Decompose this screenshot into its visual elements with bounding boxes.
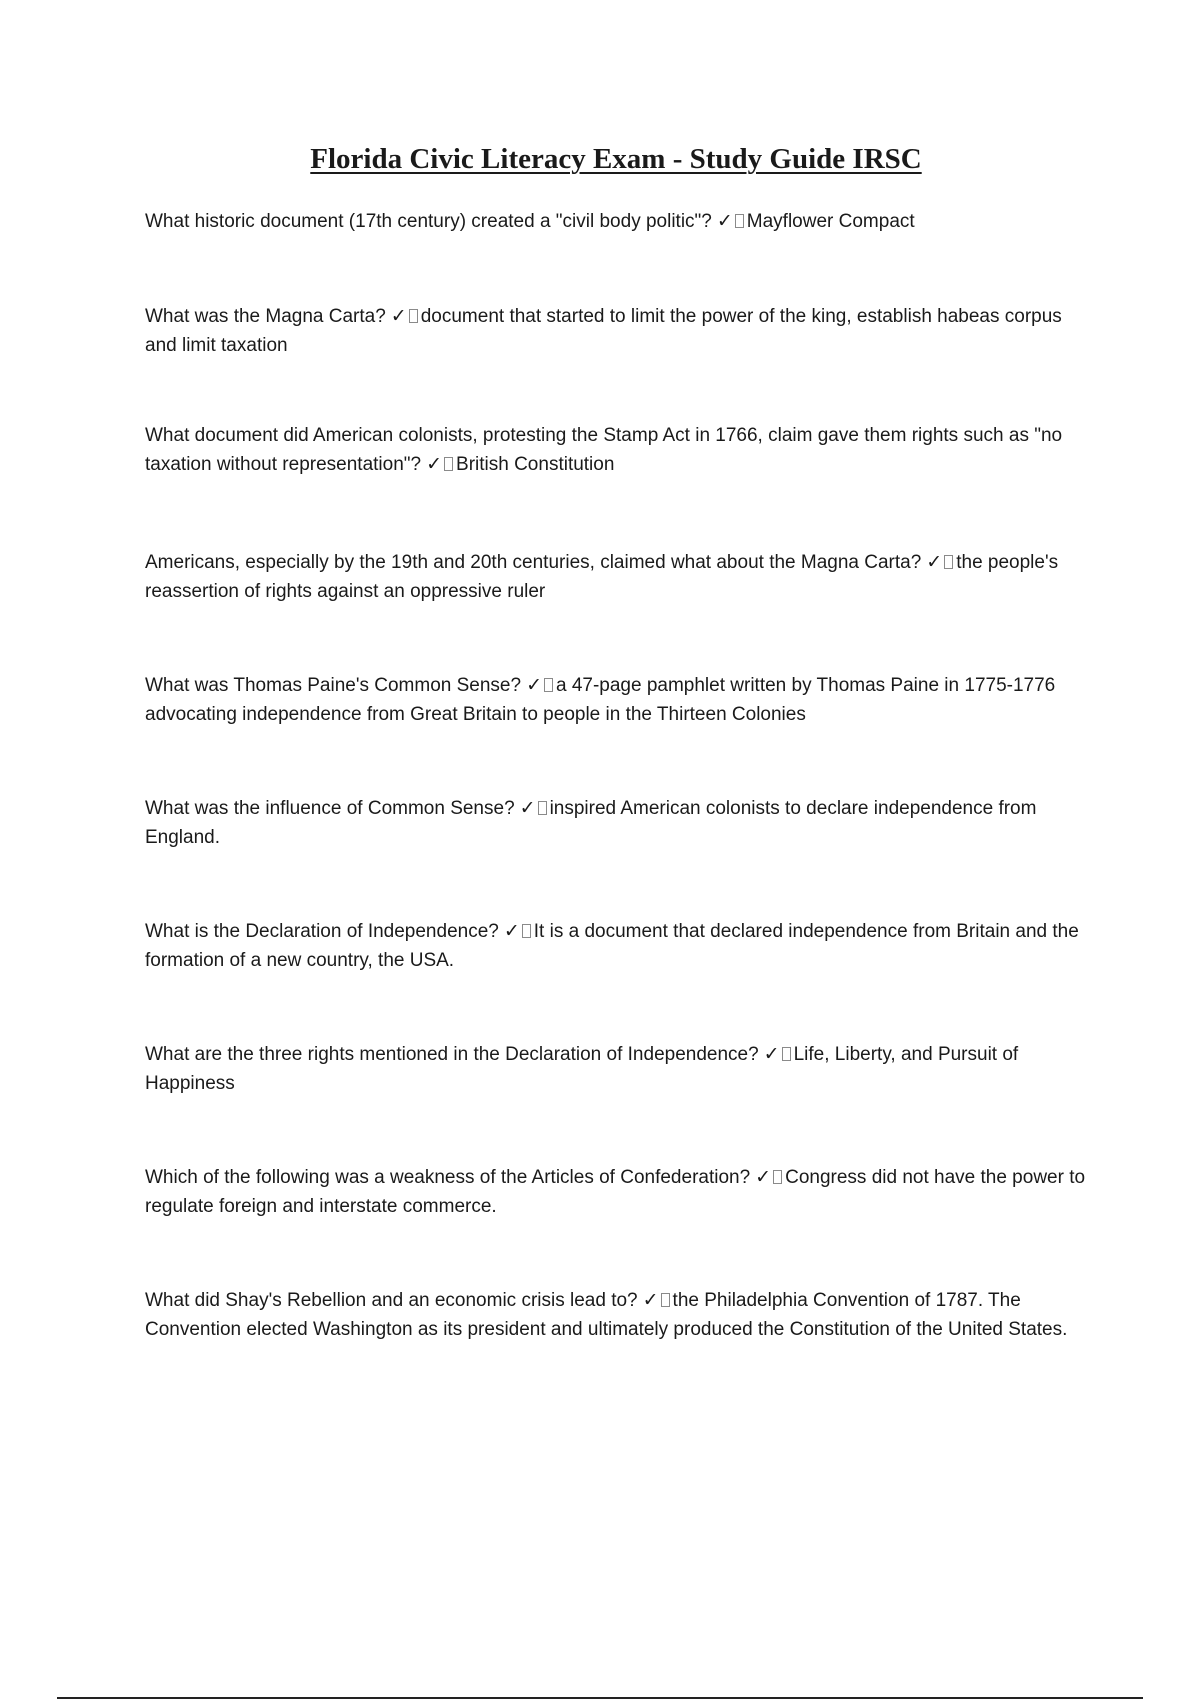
missing-glyph-box-icon [522,924,531,938]
missing-glyph-box-icon [782,1047,791,1061]
question-text: What was the influence of Common Sense? [145,798,515,819]
answer-text: the people's reassertion of rights against an oppressive ruler [145,552,1059,602]
page-title: Florida Civic Literacy Exam - Study Guide IRSC [310,143,922,175]
missing-glyph-box-icon [735,214,744,228]
answer-text: the Philadelphia Convention of 1787. The Convention elected Washington as its president and ultimately produced the Constitution of the United States. [145,1290,1068,1340]
question-text: Americans, especially by the 19th and 20th centuries, claimed what about the Magna Carta? [145,552,922,573]
qa-item [145,671,1090,729]
answer-text: Congress did not have the power to regulate foreign and interstate commerce. [145,1167,1086,1217]
missing-glyph-box-icon [944,555,953,569]
check-icon: ✓ [426,454,443,475]
answer-text: document that started to limit the power of the king, establish habeas corpus and limit taxation [145,306,1062,356]
qa-item [145,548,1090,606]
question-text: What was the Magna Carta? [145,306,386,327]
missing-glyph-box-icon [409,309,418,323]
check-icon: ✓ [390,306,407,327]
question-text: Which of the following was a weakness of the Articles of Confederation? [145,1167,751,1188]
answer-text: Mayflower Compact [746,211,915,232]
missing-glyph-box-icon [538,801,547,815]
missing-glyph-box-icon [544,678,553,692]
answer-text: a 47-page pamphlet written by Thomas Paine in 1775-1776 advocating independence from Great Britain to people in the Thirteen Colonies [145,675,1056,725]
qa-item [145,421,1090,479]
check-icon: ✓ [716,211,733,232]
qa-item [145,302,1090,360]
check-icon: ✓ [519,798,536,819]
qa-item [145,917,1090,975]
answer-text: Life, Liberty, and Pursuit of Happiness [145,1044,1019,1094]
question-text: What is the Declaration of Independence? [145,921,499,942]
answer-text: British Constitution [456,454,615,475]
qa-item [145,1163,1090,1221]
footer-divider [57,1697,1143,1699]
question-text: What document did American colonists, protesting the Stamp Act in 1766, claim gave them rights such as "no taxation without representation"? [145,425,1063,475]
qa-item [145,207,1090,236]
question-text: What was Thomas Paine's Common Sense? [145,675,522,696]
qa-item [145,794,1090,852]
check-icon: ✓ [926,552,943,573]
check-icon: ✓ [763,1044,780,1065]
missing-glyph-box-icon [661,1293,670,1307]
question-text: What did Shay's Rebellion and an economic crisis lead to? [145,1290,638,1311]
check-icon: ✓ [642,1290,659,1311]
check-icon: ✓ [755,1167,772,1188]
question-text: What are the three rights mentioned in the Declaration of Independence? [145,1044,759,1065]
qa-item [145,1286,1090,1344]
answer-text: It is a document that declared independence from Britain and the formation of a new country, the USA. [145,921,1079,971]
answer-text: inspired American colonists to declare independence from England. [145,798,1037,848]
missing-glyph-box-icon [444,457,453,471]
missing-glyph-box-icon [773,1170,782,1184]
qa-item [145,1040,1090,1098]
check-icon: ✓ [503,921,520,942]
question-text: What historic document (17th century) created a "civil body politic"? [145,211,712,232]
check-icon: ✓ [526,675,542,696]
